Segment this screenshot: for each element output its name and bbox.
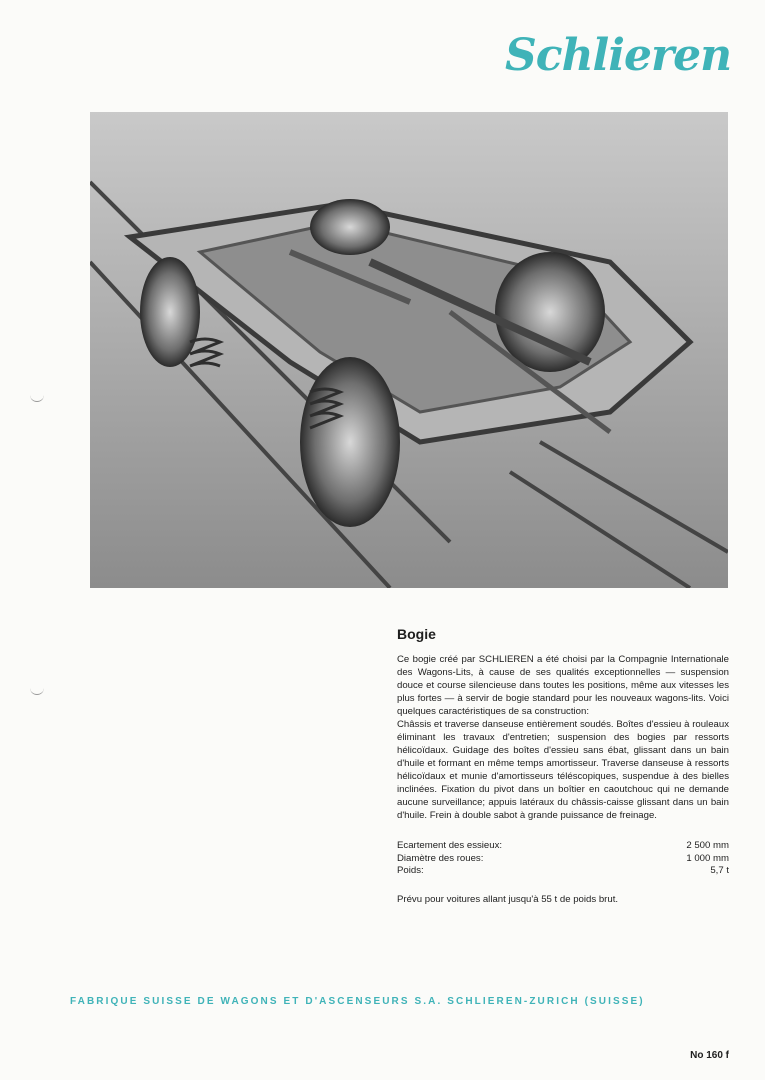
spec-label: Diamètre des roues: [397,852,484,864]
spec-value: 2 500 mm [686,840,729,851]
brand-logo: Schlieren [505,30,732,81]
document-number: No 160 f [690,1050,729,1061]
spec-value: 5,7 t [710,865,729,876]
features-paragraph: Châssis et traverse danseuse entièrement soudés. Boîtes d'essieu à rouleaux éliminant les travaux d'entretien; suspension des bogies par ressorts hélicoïdaux. Guidage des boîtes d'essieu sans ébat, glissant dans un bain d'huile et formant en même temps amortisseur. Traverse danseuse à ressorts hélicoïdaux et munie d'amortisseurs téléscopiques, suspendue à des bielles inclinées. Fixation du pivot dans un boîtier en caoutchouc qui ne demande aucune surveillance; appuis latéraux du châssis-caisse glissant dans un bain d'huile. Frein à double sabot à grande puissance de freinage. [397,719,729,821]
text-block [397,626,729,905]
spec-value: 1 000 mm [686,852,729,864]
spec-row [397,865,729,878]
margin-hole-mark [30,686,44,695]
spec-label: Poids: [397,865,424,876]
capacity-note: Prévu pour voitures allant jusqu'à 55 t de poids brut. [397,893,619,905]
spec-row [397,853,729,866]
bogie-illustration [90,112,728,588]
section-title: Bogie [397,626,436,642]
bogie-photo [90,112,728,588]
spec-row [397,840,729,853]
company-footer: FABRIQUE SUISSE DE WAGONS ET D'ASCENSEURS S.A. SCHLIEREN-ZURICH (SUISSE) [70,996,645,1007]
description-paragraph: Ce bogie créé par SCHLIEREN a été choisi par la Compagnie Internationale des Wagons-Lits, à cause de ses qualités exceptionnelles — suspension douce et course silencieuse dans toutes les positions, même aux vitesses les plus fortes — à servir de bogie standard pour les nouveaux wagons-lits. Voici quelques caractéristiques de sa construction: [397,654,729,717]
margin-hole-mark [30,393,44,402]
spec-list [397,840,729,878]
spec-label: Ecartement des essieux: [397,840,503,851]
